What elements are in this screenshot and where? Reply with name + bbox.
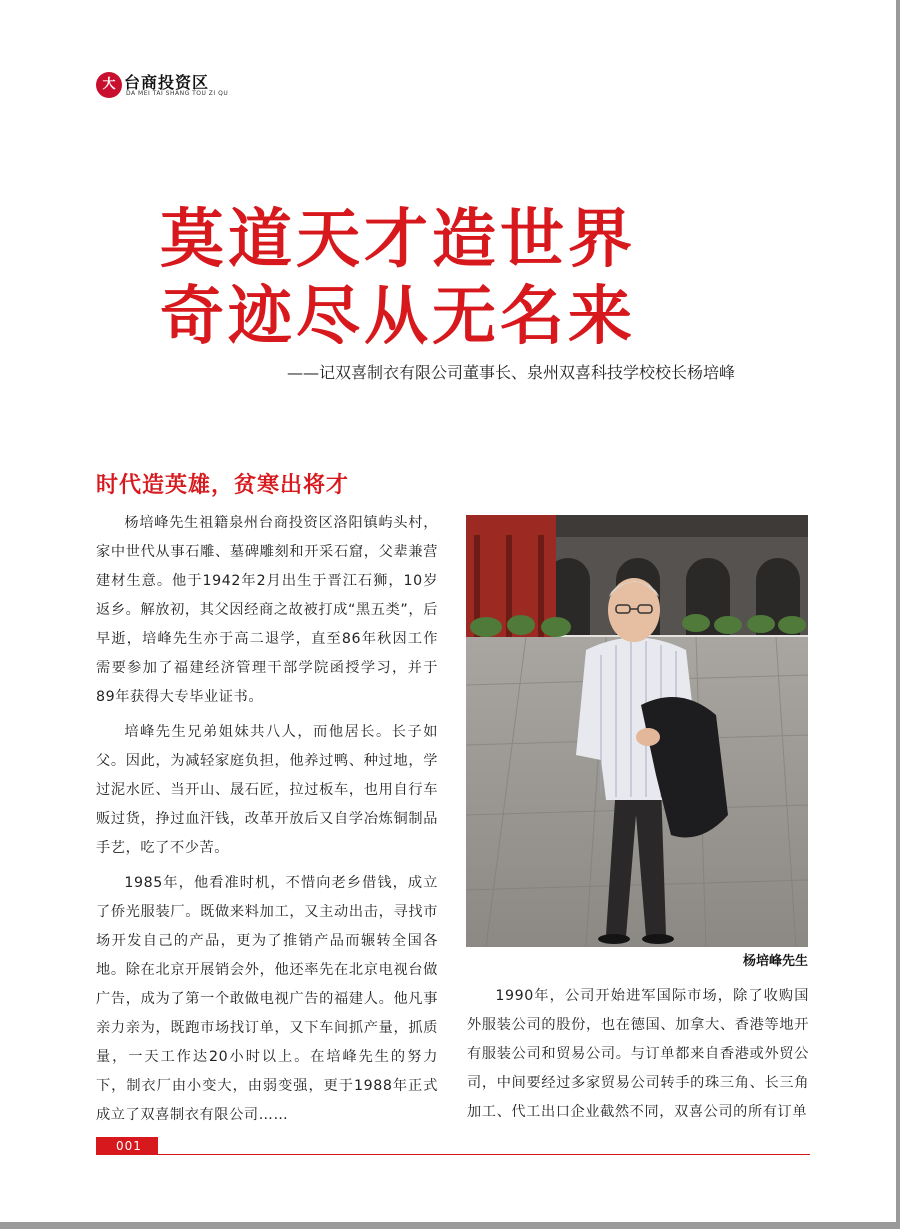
logo-emblem-icon: 大	[96, 72, 122, 98]
portrait-photo	[466, 515, 808, 947]
article-title-line-2: 奇迹尽从无名来	[160, 279, 636, 354]
body-paragraph: 培峰先生兄弟姐妹共八人，而他居长。长子如父。因此，为减轻家庭负担，他养过鸭、种过地，学过泥水匠、当开山、晟石匠，拉过板车，也用自行车贩过货，挣过血汗钱，改革开放后又自学冶炼铜制品手艺，吃了不少苦。	[96, 724, 438, 856]
left-column	[96, 509, 438, 1134]
section-pinyin: DA MEI TAI SHANG TOU ZI QU	[126, 90, 229, 97]
portrait-photo-illustration	[466, 515, 808, 947]
page-number: 001	[96, 1137, 158, 1155]
section-heading: 时代造英雄，贫寒出将才	[96, 473, 350, 498]
footer-rule	[158, 1154, 810, 1155]
right-column	[467, 982, 809, 1134]
article-subtitle: ——记双喜制衣有限公司董事长、泉州双喜科技学校校长杨培峰	[286, 363, 735, 382]
photo-caption: 杨培峰先生	[742, 954, 808, 969]
body-paragraph: 杨培峰先生祖籍泉州台商投资区洛阳镇屿头村，家中世代从事石雕、墓碑雕刻和开采石窟，父辈兼营建材生意。他于1942年2月出生于晋江石狮，10岁返乡。解放初，其父因经商之故被打成“黑五类”，后早逝，培峰先生亦于高二退学，直至86年秋因工作需要参加了福建经济管理干部学院函授学习，并于89年获得大专毕业证书。	[96, 515, 438, 705]
body-paragraph: 1985年，他看准时机，不惜向老乡借钱，成立了侨光服装厂。既做来料加工，又主动出击，寻找市场开发自己的产品，更为了推销产品而辗转全国各地。除在北京开展销会外，他还率先在北京电视台做广告，成为了第一个敢做电视广告的福建人。他凡事亲力亲为，既跑市场找订单，又下车间抓产量，抓质量，一天工作达20小时以上。在培峰先生的努力下，制衣厂由小变大，由弱变强，更于1988年正式成立了双喜制衣有限公司……	[96, 875, 438, 1123]
article-title-line-1: 莫道天才造世界	[160, 202, 636, 277]
section-name: 台商投资区	[124, 73, 210, 92]
section-logo	[96, 72, 256, 104]
body-paragraph: 1990年，公司开始进军国际市场，除了收购国外服装公司的股份，也在德国、加拿大、香港等地开有服装公司和贸易公司。与订单都来自香港或外贸公司，中间要经过多家贸易公司转手的珠三角、长三角加工、代工出口企业截然不同，双喜公司的所有订单	[467, 988, 809, 1120]
